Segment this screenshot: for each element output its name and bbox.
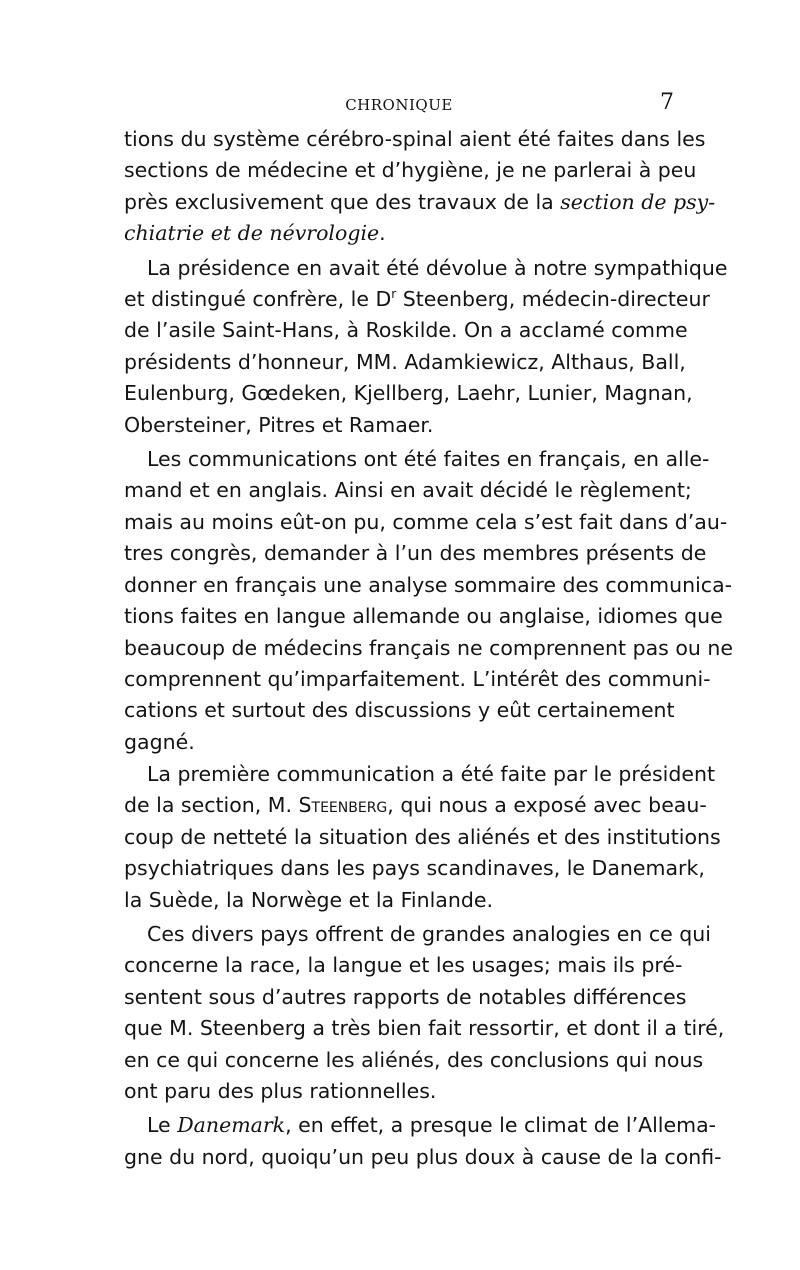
text-line: sentent sous d’autres rapports de notables différences — [124, 984, 687, 1009]
text-run: . — [379, 221, 386, 246]
text-line — [124, 1110, 717, 1141]
text-line: Eulenburg, Gœdeken, Kjellberg, Laehr, Lunier, Magnan, — [124, 381, 693, 406]
text-line: comprennent qu’imparfaitement. L’intérêt des communi- — [124, 666, 711, 691]
italic-text: section de psy- — [560, 189, 716, 214]
text-line: Les communications ont été faites en français, en alle- — [147, 447, 710, 472]
text-line: Obersteiner, Pitres et Ramaer. — [124, 412, 434, 437]
text-line — [124, 187, 716, 218]
text-block-upper — [124, 124, 734, 761]
text-block-lower — [124, 759, 725, 1176]
paragraph — [124, 444, 734, 758]
text-run: Steenberg, médecin-directeur — [396, 287, 710, 312]
text-line: donner en français une analyse sommaire des communica- — [124, 572, 733, 597]
text-run: et distingué confrère, le D — [124, 287, 392, 312]
text-line: mand et en anglais. Ainsi en avait décidé le règlement; — [124, 478, 692, 503]
text-line: sections de médecine et d’hygiène, je ne parlerai à peu — [124, 158, 697, 183]
italic-text: chiatrie et de névrologie — [124, 221, 380, 246]
text-line: coup de netteté la situation des aliénés et des institutions — [124, 824, 721, 849]
text-line: de l’asile Saint-Hans, à Roskilde. On a acclamé comme — [124, 318, 688, 343]
text-line: beaucoup de médecins français ne comprennent pas ou ne — [124, 635, 734, 660]
text-line: tres congrès, demander à l’un des membres présents de — [124, 541, 707, 566]
paragraph — [124, 759, 721, 916]
text-line — [124, 218, 672, 249]
text-line: tions faites en langue allemande ou anglaise, idiomes que — [124, 604, 723, 629]
paragraph — [124, 1110, 722, 1173]
text-line: La présidence en avait été dévolue à notre sympathique — [147, 255, 728, 280]
text-line: tions du système cérébro-spinal aient été faites dans les — [124, 127, 706, 151]
text-line: gagné. — [124, 729, 195, 754]
text-line: mais au moins eût-on pu, comme cela s’est fait dans d’au- — [124, 509, 728, 534]
paragraph — [124, 919, 725, 1107]
chapter-title: CHRONIQUE — [345, 96, 453, 114]
text-line: gne du nord, quoiqu’un peu plus doux à cause de la confi- — [124, 1144, 722, 1169]
text-line: Ces divers pays offrent de grandes analogies en ce qui — [147, 922, 711, 947]
paragraph — [124, 124, 716, 250]
text-line — [124, 284, 710, 315]
text-line: présidents d’honneur, MM. Adamkiewicz, Althaus, Ball, — [124, 349, 686, 374]
text-line: en ce qui concerne les aliénés, des conclusions qui nous — [124, 1047, 704, 1072]
superscript: r — [391, 287, 397, 302]
text-run: , en effet, a presque le climat de l’Allema- — [285, 1113, 717, 1138]
text-line: cations et surtout des discussions y eût certainement — [124, 698, 675, 723]
text-line — [124, 790, 707, 821]
text-run: de la section, M. — [124, 793, 299, 818]
text-run: , qui nous a exposé avec beau- — [387, 793, 707, 818]
paragraph — [124, 253, 728, 441]
text-run: près exclusivement que des travaux de la — [124, 189, 561, 214]
text-line: concerne la race, la langue et les usages; mais ils pré- — [124, 953, 683, 978]
italic-text: Danemark — [177, 1113, 286, 1138]
text-line: psychiatriques dans les pays scandinaves, le Danemark, — [124, 856, 705, 881]
text-line: que M. Steenberg a très bien fait ressortir, et dont il a tiré, — [124, 1016, 725, 1041]
small-caps-name: Steenberg — [298, 793, 388, 818]
page-number: 7 — [660, 90, 674, 115]
running-head — [124, 90, 674, 120]
text-run: Le — [147, 1113, 178, 1138]
text-line: ont paru des plus rationnelles. — [124, 1079, 437, 1104]
text-line: la Suède, la Norwège et la Finlande. — [124, 887, 493, 912]
text-line: La première communication a été faite par le président — [147, 762, 716, 786]
